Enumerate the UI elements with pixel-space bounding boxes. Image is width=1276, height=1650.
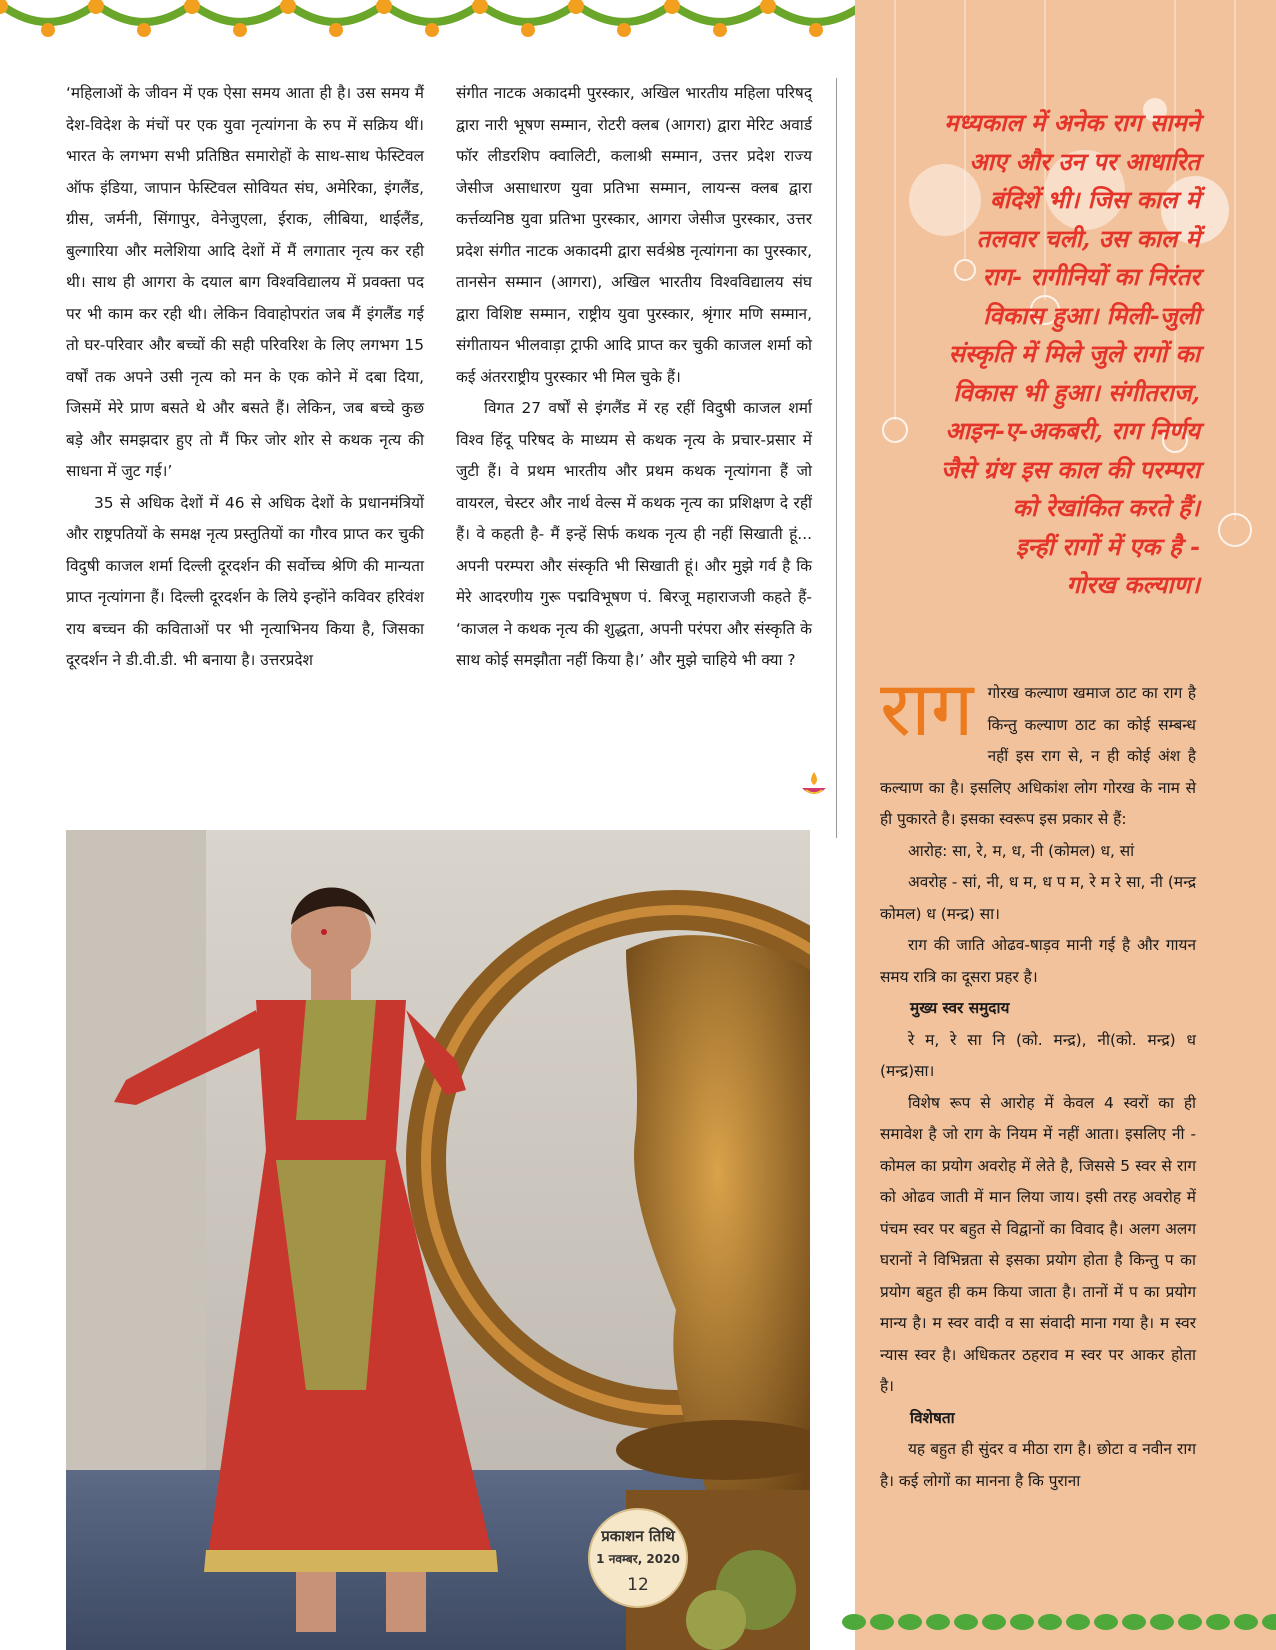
- quote-line: राग- रागीनियों का निरंतर: [982, 262, 1200, 291]
- visheshta-paragraph: यह बहुत ही सुंदर व मीठा राग है। छोटा व नवीन राग है। कई लोगों का मानना है कि पुराना: [880, 1440, 1196, 1490]
- aroh-line: आरोह: सा, रे, म, ध, नी (कोमल) ध, सां: [908, 841, 1135, 860]
- quote-line: जैसे ग्रंथ इस काल की परम्परा: [940, 454, 1200, 484]
- leaf-border: [0, 1600, 1276, 1646]
- paragraph: ‘महिलाओं के जीवन में एक ऐसा समय आता ही है। उस समय मैं देश-विदेश के मंचों पर एक युवा नृत्यांगना के रुप में सक्रिय थीं। भारत के लगभग सभी प्रतिष्ठित समारोहों के साथ-साथ फेस्टिवल ऑफ इंडिया, जापान फेस्टिवल सोवियत संघ, अमेरिका, इंगलैंड, ग्रीस, जर्मनी, सिंगापुर, वेनेजुएला, ईराक, लीबिया, थाईलैंड, बुल्गारिया और मलेशिया आदि देशों में मैं लगातार नृत्य कर रही थी। साथ ही आगरा के दयाल बाग विश्वविद्यालय में प्रवक्ता पद पर भी काम कर रही थी। लेकिन विवाहोपरांत जब मैं इंगलैंड गई तो घर-परिवार और बच्चों की सही परिवरिश के लिए लगभग 15 वर्षों तक अपने उसी नृत्य को मन के एक कोने में दबा दिया, जिसमें मेरे प्राण बसते थे और बसते हैं। लेकिन, जब बच्चे कुछ बड़े और समझदार हुए तो मैं फिर जोर शोर से कथक नृत्य की साधना में जुट गई।’: [66, 84, 424, 480]
- quote-line: विकास भी हुआ। संगीतराज,: [953, 377, 1200, 407]
- quote-line: आए और उन पर आधारित: [969, 146, 1200, 176]
- publication-stamp: [588, 1508, 688, 1608]
- quote-line: गोरख कल्याण।: [1066, 570, 1200, 599]
- quote-line: विकास हुआ। मिली-जुली: [983, 300, 1200, 330]
- avroh-line: अवरोह - सां, नी, ध म, ध प म, रे म रे सा, नी (मन्द्र कोमल) ध (मन्द्र) सा।: [880, 873, 1196, 923]
- section-heading: मुख्य स्वर समुदाय: [910, 999, 1010, 1017]
- quote-line: इन्हीं रागों में एक है -: [1015, 531, 1200, 561]
- paragraph: 35 से अधिक देशों में 46 से अधिक देशों के प्रधानमंत्रियों और राष्ट्रपतियों के समक्ष नृत्य प्रस्तुतियों का गौरव प्राप्त कर चुकी विदुषी काजल शर्मा दिल्ली दूरदर्शन की सर्वोच्च श्रेणि की मान्यता प्राप्त नृत्यांगना हैं। दिल्ली दूरदर्शन के लिये इन्होंने कविवर हरिवंश राय बच्चन की कविताओं पर भी नृत्याभिनय किया है, जिसका दूरदर्शन ने डी.वी.डी. भी बनाया है। उत्तरप्रदेश: [66, 493, 424, 669]
- paragraph: विगत 27 वर्षों से इंगलैंड में रह रहीं विदुषी काजल शर्मा विश्व हिंदू परिषद के माध्यम से कथक नृत्य के प्रचार-प्रसार में जुटी हैं। वे प्रथम भारतीय और प्रथम कथक नृत्यांगना हैं जो वायरल, चेस्टर और नार्थ वेल्स में कथक नृत्य का प्रशिक्षण दे रहीं हैं। वे कहती है- मैं इन्हें सिर्फ कथक नृत्य ही नहीं सिखाती हूं... अपनी परम्परा और संस्कृति भी सिखाती हूं। और मुझे गर्व है कि मेरे आदरणीय गुरू पद्मविभूषण पं. बिरजू महाराजजी कहते हैं- ‘काजल ने कथक नृत्य की शुद्धता, अपनी परंपरा और संस्कृति के साथ कोई समझौता नहीं किया है।’ और मुझे चाहिये भी क्या ?: [456, 399, 812, 669]
- vishesh-paragraph: विशेष रूप से आरोह में केवल 4 स्वरों का ही समावेश है जो राग के नियम में नहीं आता। इसलिए नी - कोमल का प्रयोग अवरोह में लेते है, जिससे 5 स्वर से राग को ओढव जाती में मान लिया जाय। इसी तरह अवरोह में पंचम स्वर पर बहुत से विद्वानों का विवाद है। अलग अलग घरानों ने विभिन्नता से इसका प्रयोग होता है किन्तु प का प्रयोग बहुत ही कम किया जाता है। तानों में प का प्रयोग मान्य है। म स्वर वादी व सा संवादी माना गया है। म स्वर न्यास स्वर है। अधिकतर ठहराव म स्वर पर आकर होता है।: [880, 1093, 1196, 1395]
- quote-line: संस्कृति में मिले जुले रागों का: [948, 339, 1200, 368]
- drop-cap: राग: [880, 664, 974, 753]
- quote-line: मध्यकाल में अनेक राग सामने: [944, 108, 1200, 137]
- quote-line: को रेखांकित करते हैं।: [1012, 493, 1200, 522]
- dancer-photo: [66, 830, 810, 1650]
- raga-article: [880, 664, 1196, 1497]
- pull-quote: [870, 104, 1200, 605]
- diya-icon: [800, 770, 828, 800]
- column-divider: [836, 78, 837, 838]
- quote-line: आइन-ए-अकबरी, राग निर्णय: [945, 416, 1200, 445]
- column-middle: [456, 78, 812, 677]
- raga-intro: गोरख कल्याण खमाज ठाट का राग है किन्तु कल्याण ठाट का कोई सम्बन्ध नहीं इस राग से, न ही कोई अंश है कल्याण का है। इसलिए अधिकांश लोग गोरख के नाम से ही पुकारते है। इसका स्वरूप इस प्रकार से हैं:: [880, 684, 1196, 828]
- quote-line: बंदिशें भी। जिस काल में: [989, 185, 1200, 214]
- swar-paragraph: रे म, रे सा नि (को. मन्द्र), नी(को. मन्द्र) ध (मन्द्र)सा।: [880, 1030, 1196, 1080]
- publication-date: 1 नवम्बर, 2020: [596, 1552, 680, 1566]
- section-heading: विशेषता: [910, 1408, 955, 1427]
- jaati-paragraph: राग की जाति ओढव-षाड़व मानी गई है और गायन समय रात्रि का दूसरा प्रहर है।: [880, 936, 1196, 986]
- column-left: [66, 78, 424, 677]
- quote-line: तलवार चली, उस काल में: [976, 223, 1200, 253]
- paragraph: संगीत नाटक अकादमी पुरस्कार, अखिल भारतीय महिला परिषद् द्वारा नारी भूषण सम्मान, रोटरी क्लब (आगरा) द्वारा मेरिट अवार्ड फॉर लीडरशिप क्वालिटी, कलाश्री सम्मान, उत्तर प्रदेश राज्य जेसीज असाधारण युवा प्रतिभा सम्मान, लायन्स क्लब द्वारा कर्त्तव्यनिष्ठ युवा प्रतिभा पुरस्कार, आगरा जेसीज पुरस्कार, उत्तर प्रदेश संगीत नाटक अकादमी द्वारा सर्वश्रेष्ठ नृत्यांगना का पुरस्कार, तानसेन सम्मान (आगरा), अखिल भारतीय विश्वविद्यालय संघ द्वारा विशिष्ट सम्मान, राष्ट्रीय युवा पुरस्कार, श्रृंगार मणि सम्मान, संगीतायन भीलवाड़ा ट्राफी आदि प्राप्त कर चुकी काजल शर्मा को कई अंतरराष्ट्रीय पुरस्कार भी मिल चुके हैं।: [456, 84, 813, 386]
- page-number: 12: [627, 1575, 649, 1595]
- publication-label: प्रकाशन तिथि: [601, 1527, 675, 1545]
